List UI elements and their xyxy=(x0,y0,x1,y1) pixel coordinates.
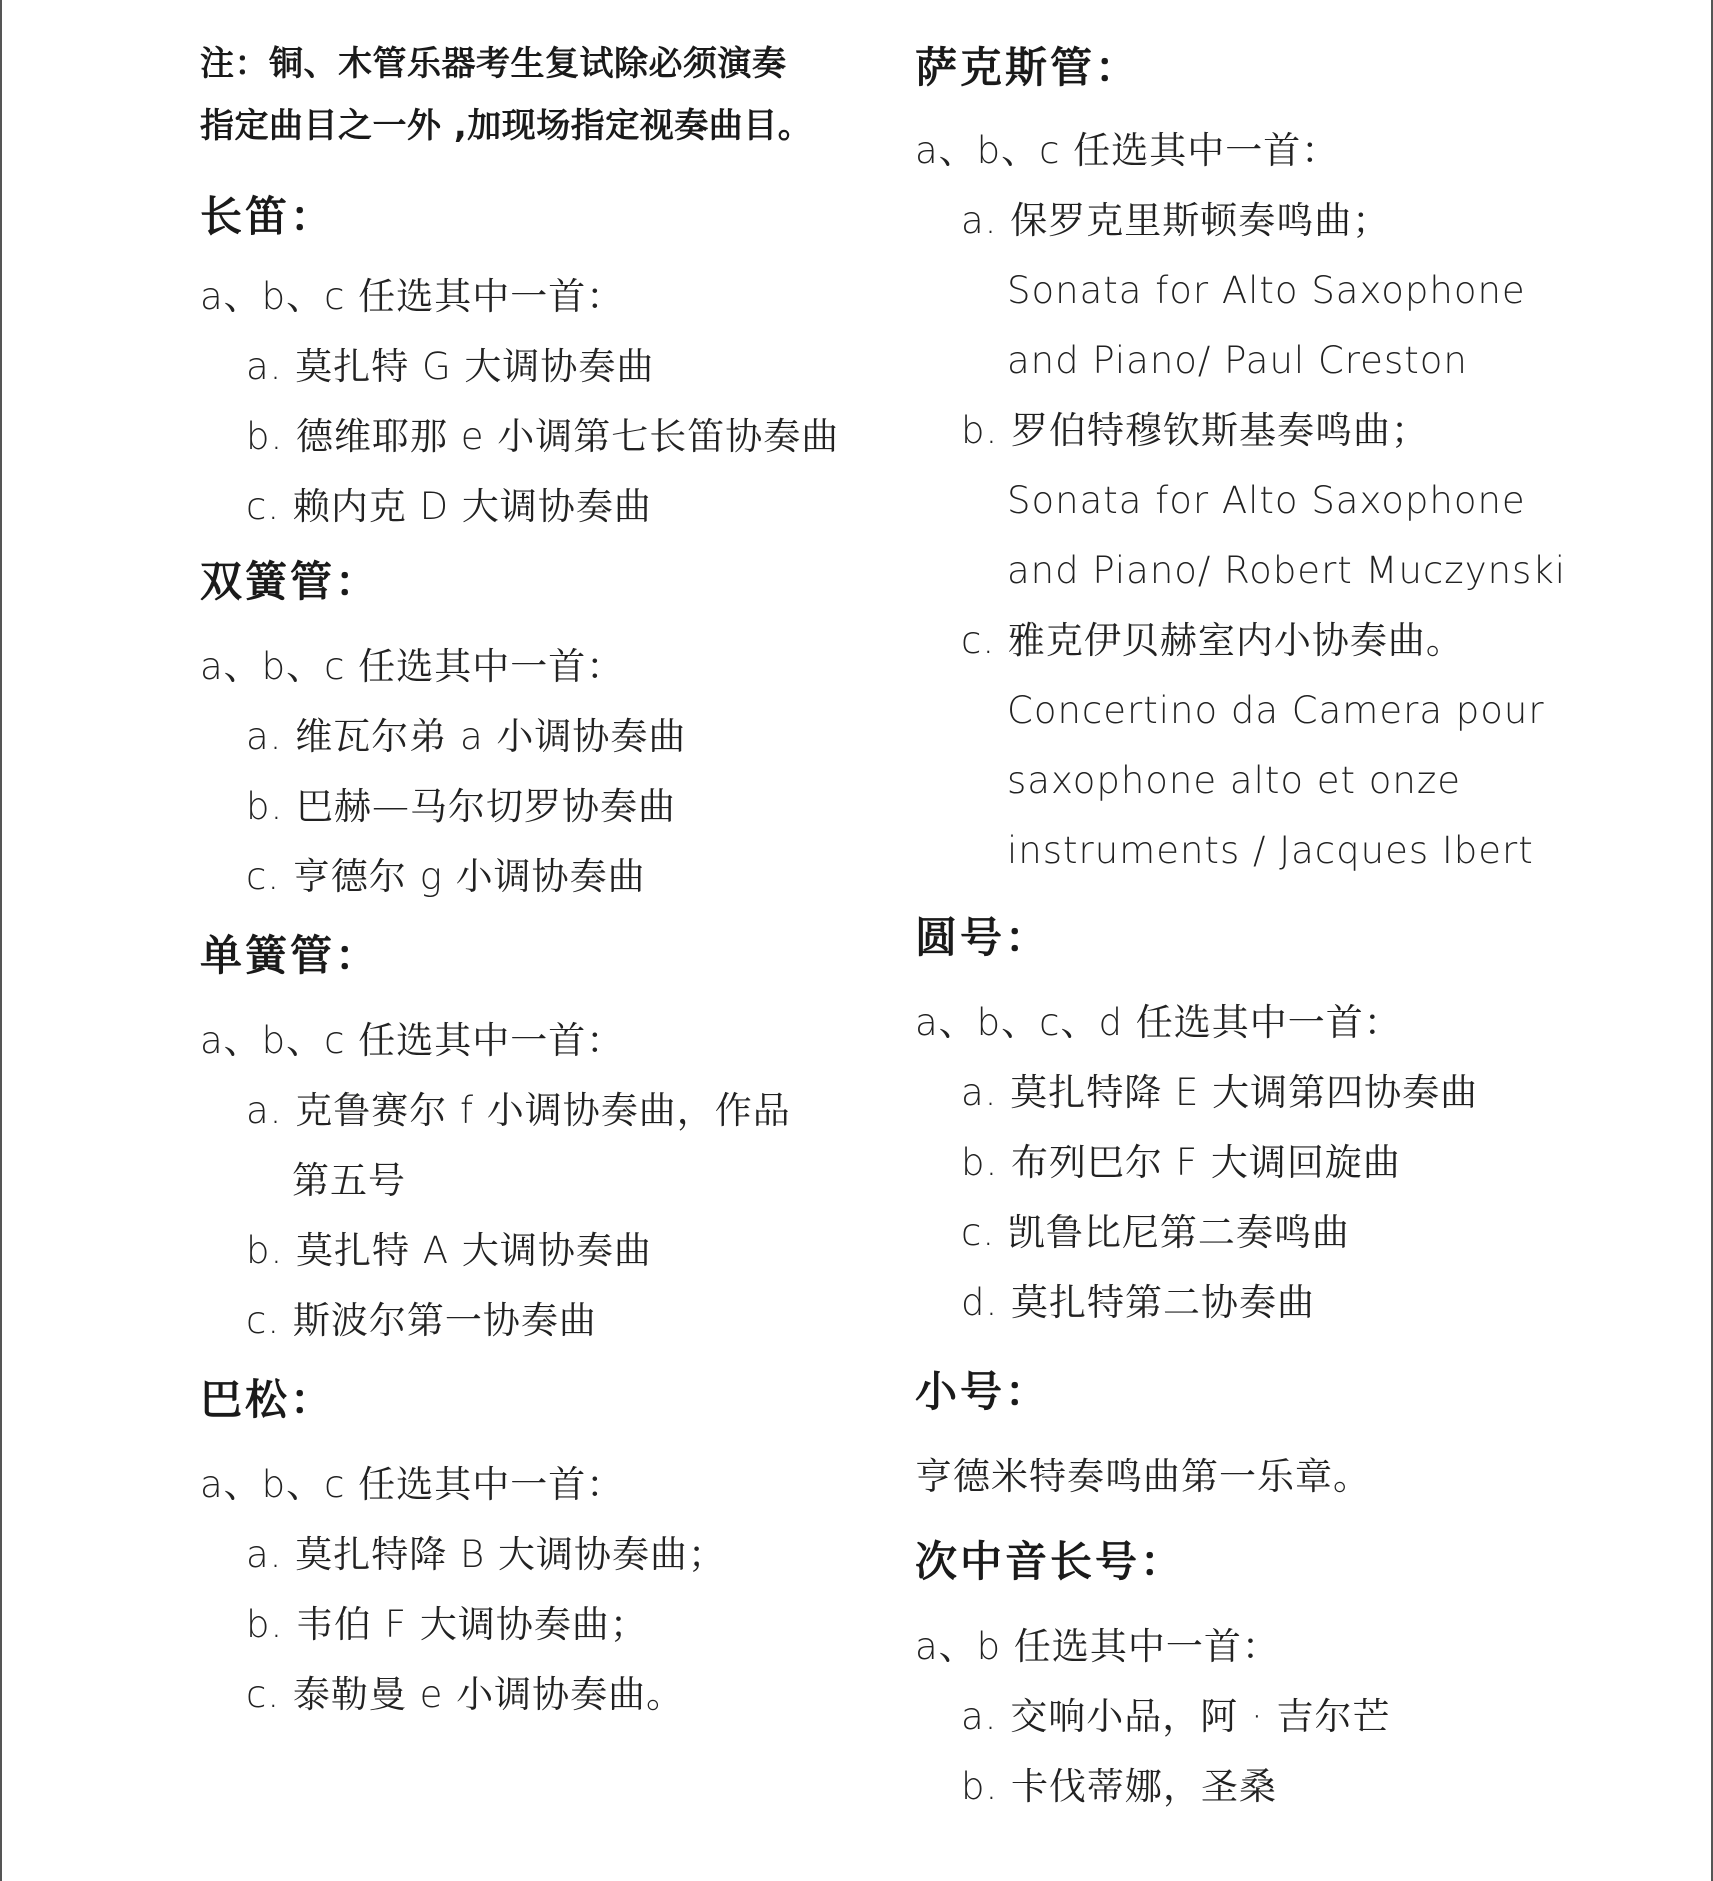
piece-item-continuation: and Piano/ Robert Muczynski xyxy=(1007,549,1567,592)
piece-item: a. 莫扎特降 E 大调第四协奏曲 xyxy=(961,1071,1479,1114)
section-heading-bassoon: 巴松： xyxy=(200,1375,336,1424)
piece-item-continuation: saxophone alto et onze xyxy=(1007,759,1462,802)
section-heading-trumpet: 小号： xyxy=(915,1367,1051,1416)
section-intro-horn: a、b、c、d 任选其中一首： xyxy=(915,1001,1402,1044)
section-bassoon xyxy=(200,1370,840,1730)
piece-item-continuation: instruments / Jacques Ibert xyxy=(1007,829,1534,872)
piece-item: c. 雅克伊贝赫室内小协奏曲。 xyxy=(961,619,1464,662)
section-heading-saxophone: 萨克斯管： xyxy=(915,43,1141,92)
exam-note xyxy=(200,33,840,157)
piece-item-continuation: 第五号 xyxy=(292,1159,406,1202)
piece-item: a. 维瓦尔弟 a 小调协奏曲 xyxy=(246,715,687,758)
section-trumpet xyxy=(915,1362,1675,1512)
piece-item: a. 莫扎特 G 大调协奏曲 xyxy=(246,345,655,388)
piece-item: b. 韦伯 F 大调协奏曲； xyxy=(246,1603,648,1646)
section-saxophone xyxy=(915,38,1675,886)
piece-item: b. 莫扎特 A 大调协奏曲 xyxy=(246,1229,652,1272)
section-intro-flute: a、b、c 任选其中一首： xyxy=(200,275,625,318)
piece-item: a. 莫扎特降 B 大调协奏曲； xyxy=(246,1533,726,1576)
piece-item: c. 泰勒曼 e 小调协奏曲。 xyxy=(246,1673,685,1716)
section-intro-trumpet: 亨德米特奏鸣曲第一乐章。 xyxy=(915,1455,1371,1498)
right-column xyxy=(915,0,1675,1822)
section-intro-bassoon: a、b、c 任选其中一首： xyxy=(200,1463,625,1506)
section-euphonium xyxy=(915,1532,1675,1822)
piece-item: c. 凯鲁比尼第二奏鸣曲 xyxy=(961,1211,1350,1254)
piece-item: b. 布列巴尔 F 大调回旋曲 xyxy=(961,1141,1401,1184)
section-intro-oboe: a、b、c 任选其中一首： xyxy=(200,645,625,688)
section-heading-euphonium: 次中音长号： xyxy=(915,1537,1186,1586)
piece-item-continuation: Sonata for Alto Saxophone xyxy=(1007,269,1526,312)
page-left-border xyxy=(0,0,2,1881)
piece-item: b. 巴赫—马尔切罗协奏曲 xyxy=(246,785,677,828)
section-heading-flute: 长笛： xyxy=(200,192,336,241)
piece-item: c. 亨德尔 g 小调协奏曲 xyxy=(246,855,646,898)
piece-item: c. 斯波尔第一协奏曲 xyxy=(246,1299,597,1342)
section-intro-saxophone: a、b、c 任选其中一首： xyxy=(915,129,1340,172)
section-intro-euphonium: a、b 任选其中一首： xyxy=(915,1625,1280,1668)
section-horn xyxy=(915,908,1675,1338)
section-heading-clarinet: 单簧管： xyxy=(200,931,381,980)
piece-item-continuation: Concertino da Camera pour xyxy=(1007,689,1545,732)
section-clarinet xyxy=(200,926,840,1356)
piece-item: a. 保罗克里斯顿奏鸣曲； xyxy=(961,199,1391,242)
section-heading-horn: 圆号： xyxy=(915,913,1051,962)
left-column xyxy=(200,0,840,1730)
section-oboe xyxy=(200,552,840,912)
piece-item: c. 赖内克 D 大调协奏曲 xyxy=(246,485,652,528)
section-heading-oboe: 双簧管： xyxy=(200,557,381,606)
piece-item: d. 莫扎特第二协奏曲 xyxy=(961,1281,1316,1324)
piece-item: b. 罗伯特穆钦斯基奏鸣曲； xyxy=(961,409,1430,452)
section-intro-clarinet: a、b、c 任选其中一首： xyxy=(200,1019,625,1062)
section-flute xyxy=(200,187,840,542)
piece-item: b. 德维耶那 e 小调第七长笛协奏曲 xyxy=(246,415,840,458)
note-line-1: 注：铜、木管乐器考生复试除必须演奏 xyxy=(200,44,787,84)
piece-item: b. 卡伐蒂娜，圣桑 xyxy=(961,1765,1278,1808)
piece-item-continuation: and Piano/ Paul Creston xyxy=(1007,339,1468,382)
note-line-2: 指定曲目之一外 ,加现场指定视奏曲目。 xyxy=(200,106,813,146)
piece-item: a. 交响小品，阿 · 吉尔芒 xyxy=(961,1695,1391,1738)
piece-item-continuation: Sonata for Alto Saxophone xyxy=(1007,479,1526,522)
piece-item: a. 克鲁赛尔 f 小调协奏曲，作品 xyxy=(246,1089,791,1132)
